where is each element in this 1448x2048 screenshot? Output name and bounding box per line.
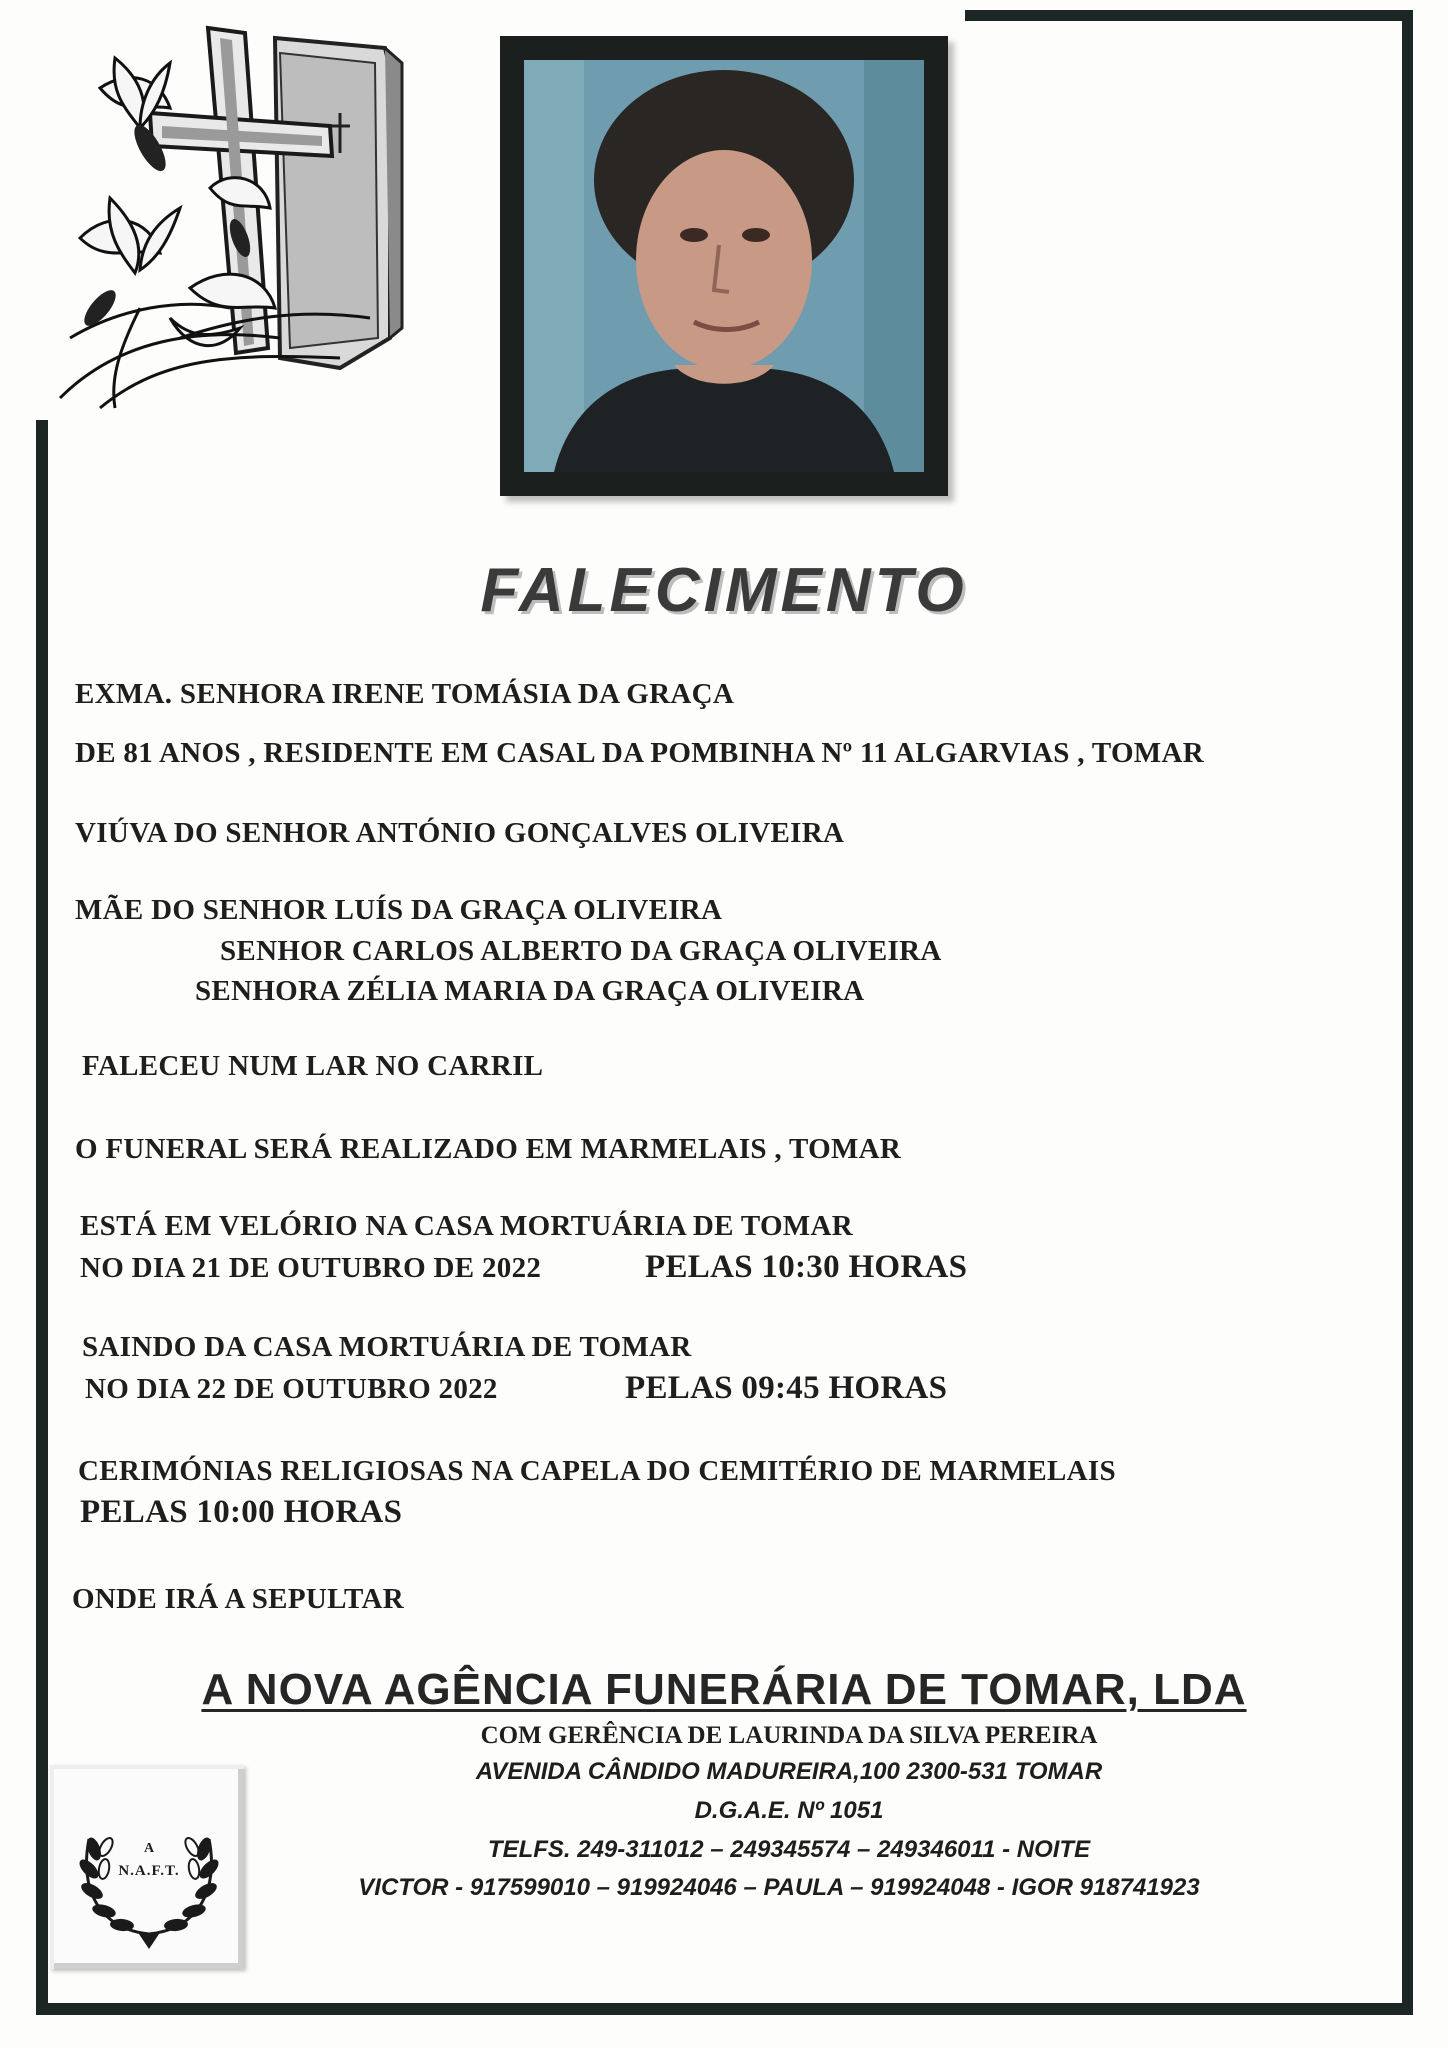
- frame-top-border: [965, 10, 1413, 21]
- deceased-name: EXMA. SENHORA IRENE TOMÁSIA DA GRAÇA: [75, 678, 735, 710]
- wake-date: NO DIA 21 DE OUTUBRO DE 2022: [80, 1252, 542, 1284]
- child-2: SENHOR CARLOS ALBERTO DA GRAÇA OLIVEIRA: [220, 935, 942, 967]
- ceremony-time: PELAS 10:00 HORAS: [80, 1494, 403, 1530]
- agency-mobiles: VICTOR - 917599010 – 919924046 – PAULA – 919924048 - IGOR 918741923: [358, 1874, 1200, 1901]
- logo-letter: A: [143, 1841, 155, 1856]
- wake-location: ESTÁ EM VELÓRIO NA CASA MORTUÁRIA DE TOMAR: [80, 1210, 853, 1242]
- departure-date: NO DIA 22 DE OUTUBRO 2022: [85, 1373, 498, 1405]
- child-1: MÃE DO SENHOR LUÍS DA GRAÇA OLIVEIRA: [75, 894, 723, 926]
- departure-time: PELAS 09:45 HORAS: [625, 1370, 948, 1406]
- agency-address: [120, 1758, 1448, 1786]
- address-text: CÂNDIDO MADUREIRA,100 2300-531 TOMAR: [587, 1758, 1103, 1785]
- departure-location: SAINDO DA CASA MORTUÁRIA DE TOMAR: [82, 1331, 692, 1363]
- logo-text: N.A.F.T.: [118, 1863, 180, 1879]
- death-place: FALECEU NUM LAR NO CARRIL: [82, 1050, 544, 1082]
- agency-dgae: D.G.A.E. Nº 1051: [694, 1797, 884, 1824]
- address-label: AVENIDA: [475, 1758, 582, 1785]
- portrait-photo: [524, 60, 924, 472]
- burial-note: ONDE IRÁ A SEPULTAR: [72, 1583, 405, 1615]
- cross-lilies-ornament: [40, 8, 460, 418]
- child-3: SENHORA ZÉLIA MARIA DA GRAÇA OLIVEIRA: [195, 975, 865, 1007]
- agency-name: A NOVA AGÊNCIA FUNERÁRIA DE TOMAR, LDA: [201, 1665, 1247, 1714]
- page-title: FALECIMENTO: [480, 556, 968, 625]
- naft-logo: [50, 1765, 244, 1969]
- book-icon: [275, 38, 402, 368]
- widow-of: VIÚVA DO SENHOR ANTÓNIO GONÇALVES OLIVEIRA: [75, 817, 845, 849]
- agency-management: COM GERÊNCIA DE LAURINDA DA SILVA PEREIRA: [480, 1722, 1098, 1749]
- funeral-location: O FUNERAL SERÁ REALIZADO EM MARMELAIS , TOMAR: [75, 1133, 902, 1165]
- frame-bottom-border: [36, 2003, 1413, 2015]
- frame-left-border: [36, 420, 48, 2015]
- portrait-photo-frame: [500, 36, 948, 496]
- wake-time: PELAS 10:30 HORAS: [645, 1249, 968, 1285]
- agency-phones: TELFS. 249-311012 – 249345574 – 249346011 - NOITE: [487, 1836, 1091, 1863]
- deceased-age-residence: DE 81 ANOS , RESIDENTE EM CASAL DA POMBINHA Nº 11 ALGARVIAS , TOMAR: [75, 737, 1204, 769]
- ceremony-location: CERIMÓNIAS RELIGIOSAS NA CAPELA DO CEMITÉRIO DE MARMELAIS: [78, 1455, 1116, 1487]
